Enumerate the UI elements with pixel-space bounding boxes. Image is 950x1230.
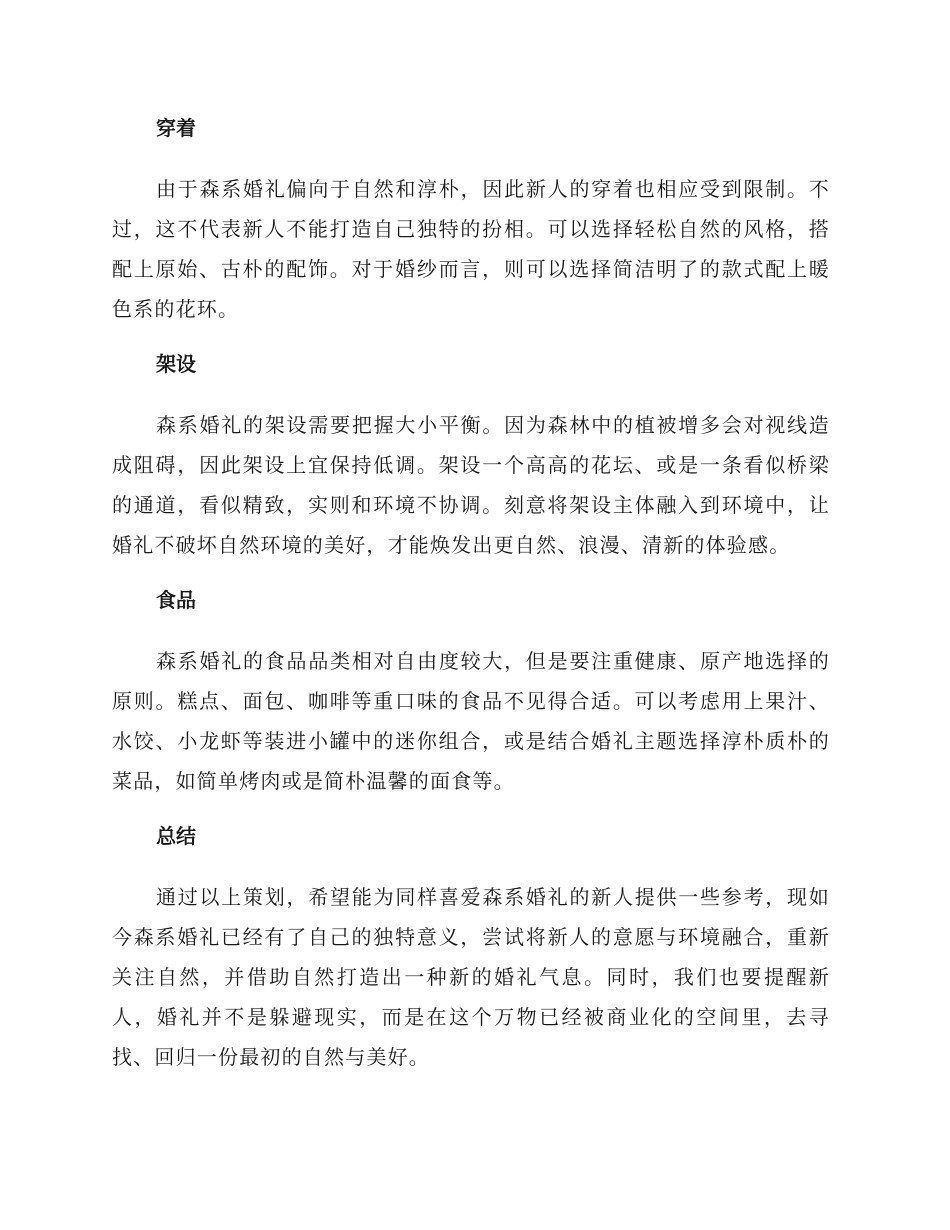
section-summary [112, 822, 830, 1077]
section-attire [112, 114, 830, 329]
section-setup [112, 350, 830, 565]
section-heading: 穿着 [156, 116, 196, 140]
section-heading: 食品 [156, 588, 196, 612]
section-paragraph: 通过以上策划，希望能为同样喜爱森系婚礼的新人提供一些参考，现如今森系婚礼已经有了自己的独特意义，尝试将新人的意愿与环境融合，重新关注自然，并借助自然打造出一种新的婚礼气息。同时，我们也要提醒新人，婚礼并不是躲避现实，而是在这个万物已经被商业化的空间里，去寻找、回归一份最初的自然与美好。 [112, 885, 830, 1069]
section-paragraph: 由于森系婚礼偏向于自然和淳朴，因此新人的穿着也相应受到限制。不过，这不代表新人不能打造自己独特的扮相。可以选择轻松自然的风格，搭配上原始、古朴的配饰。对于婚纱而言，则可以选择简洁明了的款式配上暖色系的花环。 [112, 177, 830, 321]
section-heading: 架设 [156, 352, 196, 376]
section-heading: 总结 [156, 824, 196, 848]
section-food [112, 586, 830, 801]
section-paragraph: 森系婚礼的食品品类相对自由度较大，但是要注重健康、原产地选择的原则。糕点、面包、咖啡等重口味的食品不见得合适。可以考虑用上果汁、水饺、小龙虾等装进小罐中的迷你组合，或是结合婚礼主题选择淳朴质朴的菜品，如简单烤肉或是简朴温馨的面食等。 [112, 649, 830, 793]
section-paragraph: 森系婚礼的架设需要把握大小平衡。因为森林中的植被增多会对视线造成阻碍，因此架设上宜保持低调。架设一个高高的花坛、或是一条看似桥梁的通道，看似精致，实则和环境不协调。刻意将架设主体融入到环境中，让婚礼不破坏自然环境的美好，才能焕发出更自然、浪漫、清新的体验感。 [112, 413, 830, 557]
